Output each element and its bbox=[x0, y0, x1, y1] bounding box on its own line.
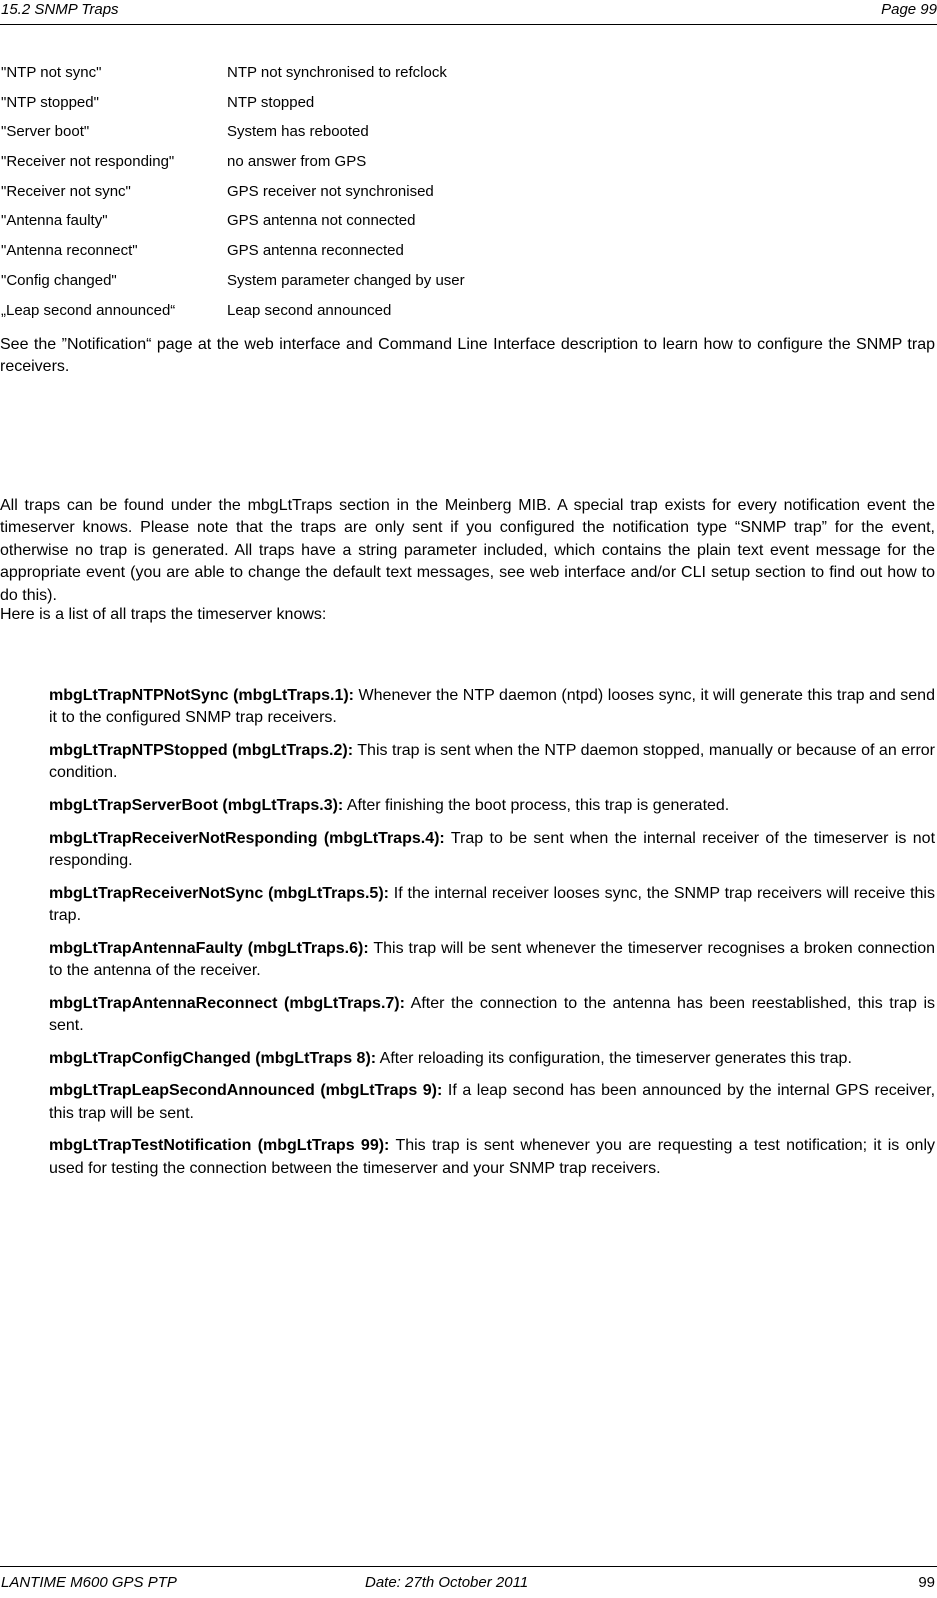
message-key: "NTP stopped" bbox=[1, 93, 99, 111]
message-row bbox=[0, 272, 600, 302]
trap-name: mbgLtTrapServerBoot (mbgLtTraps.3): bbox=[49, 797, 344, 814]
trap-item bbox=[49, 1080, 935, 1125]
message-key: "Receiver not responding" bbox=[1, 153, 175, 171]
trap-item bbox=[49, 828, 935, 873]
trap-description: Trap to be sent when the internal receiver of the timeserver is not responding. bbox=[49, 829, 936, 869]
message-row bbox=[0, 153, 600, 183]
message-value: no answer from GPS bbox=[227, 153, 367, 171]
trap-name: mbgLtTrapNTPStopped (mbgLtTraps.2): bbox=[49, 742, 354, 759]
trap-name: mbgLtTrapReceiverNotSync (mbgLtTraps.5): bbox=[49, 884, 389, 902]
message-value: GPS antenna reconnected bbox=[227, 242, 404, 260]
trap-description: This trap is sent whenever you are requesting a test notification; it is only used for testing the connection between the timeserver and your SNMP trap receivers. bbox=[49, 1137, 935, 1177]
message-key: "Antenna reconnect" bbox=[1, 242, 138, 260]
trap-description: Whenever the NTP daemon (ntpd) looses sync, it will generate this trap and send it to the configured SNMP trap receivers. bbox=[49, 687, 935, 727]
trap-name: mbgLtTrapReceiverNotResponding (mbgLtTraps.4): bbox=[49, 829, 445, 847]
page-label: Page 99 bbox=[881, 1, 937, 18]
trap-description: After finishing the boot process, this trap is generated. bbox=[346, 797, 730, 814]
trap-description: This trap is sent when the NTP daemon stopped, manually or because of an error condition. bbox=[49, 742, 936, 782]
message-key: "Antenna faulty" bbox=[1, 212, 108, 230]
trap-description: If a leap second has been announced by the internal GPS receiver, this trap will be sent. bbox=[49, 1082, 936, 1122]
trap-item bbox=[49, 740, 935, 785]
message-value: Leap second announced bbox=[227, 301, 392, 319]
trap-description: After reloading its configuration, the timeserver generates this trap. bbox=[379, 1049, 852, 1067]
page-header bbox=[0, 0, 937, 25]
trap-description: This trap will be sent whenever the timeserver recognises a broken connection to the antenna of the receiver. bbox=[49, 939, 935, 979]
trap-item bbox=[49, 1048, 935, 1070]
notification-paragraph: See the ”Notification“ page at the web interface and Command Line Interface description to learn how to configure the SNMP trap receivers. bbox=[0, 336, 935, 376]
trap-description: After the connection to the antenna has been reestablished, this trap is sent. bbox=[49, 994, 936, 1034]
section-title: 15.2 SNMP Traps bbox=[1, 1, 119, 18]
trap-item bbox=[49, 685, 935, 730]
list-intro-paragraph: Here is a list of all traps the timeserver knows: bbox=[0, 606, 327, 623]
message-value: GPS antenna not connected bbox=[227, 212, 416, 230]
trap-description: If the internal receiver looses sync, the SNMP trap receivers will receive this trap. bbox=[49, 884, 935, 924]
footer-product: LANTIME M600 GPS PTP bbox=[1, 1574, 177, 1591]
message-row bbox=[0, 94, 600, 124]
message-row bbox=[0, 212, 600, 242]
message-value: NTP not synchronised to refclock bbox=[227, 64, 447, 81]
trap-item bbox=[49, 1135, 935, 1180]
trap-name: mbgLtTrapNTPNotSync (mbgLtTraps.1): bbox=[49, 687, 354, 704]
message-key: „Leap second announced“ bbox=[1, 301, 176, 319]
message-row bbox=[0, 242, 600, 272]
trap-name: mbgLtTrapAntennaReconnect (mbgLtTraps.7): bbox=[49, 994, 405, 1012]
message-row bbox=[0, 123, 600, 153]
trap-name: mbgLtTrapAntennaFaulty (mbgLtTraps.6): bbox=[49, 939, 369, 957]
trap-item bbox=[49, 993, 935, 1038]
message-key: "NTP not sync" bbox=[1, 64, 102, 81]
trap-name: mbgLtTrapConfigChanged (mbgLtTraps 8): bbox=[49, 1049, 377, 1067]
message-value: System parameter changed by user bbox=[227, 271, 465, 289]
message-key: "Server boot" bbox=[1, 123, 90, 141]
traps-intro-paragraph: All traps can be found under the mbgLtTraps section in the Meinberg MIB. A special trap exists for every notification event the timeserver knows. Please note that the traps are only sent if you configured the notification type “SNMP trap” for the event, otherwise no trap is generated. All traps have a string parameter included, which contains the plain text event message for the appropriate event (you are able to change the default text messages, see web interface and/or CLI setup section to find out how to do this). bbox=[0, 497, 935, 604]
message-row bbox=[0, 64, 600, 94]
message-row bbox=[0, 183, 600, 213]
message-value: System has rebooted bbox=[227, 123, 369, 141]
trap-item bbox=[49, 883, 935, 928]
footer-page-number: 99 bbox=[918, 1574, 935, 1591]
footer-date: Date: 27th October 2011 bbox=[365, 1574, 529, 1591]
message-row bbox=[0, 302, 600, 332]
message-key: "Receiver not sync" bbox=[1, 182, 131, 200]
trap-list bbox=[49, 685, 935, 1190]
trap-name: mbgLtTrapTestNotification (mbgLtTraps 99): bbox=[49, 1137, 390, 1155]
message-value: NTP stopped bbox=[227, 93, 315, 111]
trap-item bbox=[49, 795, 935, 817]
page-footer bbox=[0, 1566, 937, 1598]
trap-name: mbgLtTrapLeapSecondAnnounced (mbgLtTraps 9): bbox=[49, 1082, 443, 1100]
message-value: GPS receiver not synchronised bbox=[227, 182, 434, 200]
trap-item bbox=[49, 938, 935, 983]
message-key: "Config changed" bbox=[1, 271, 117, 289]
message-table bbox=[0, 64, 600, 331]
